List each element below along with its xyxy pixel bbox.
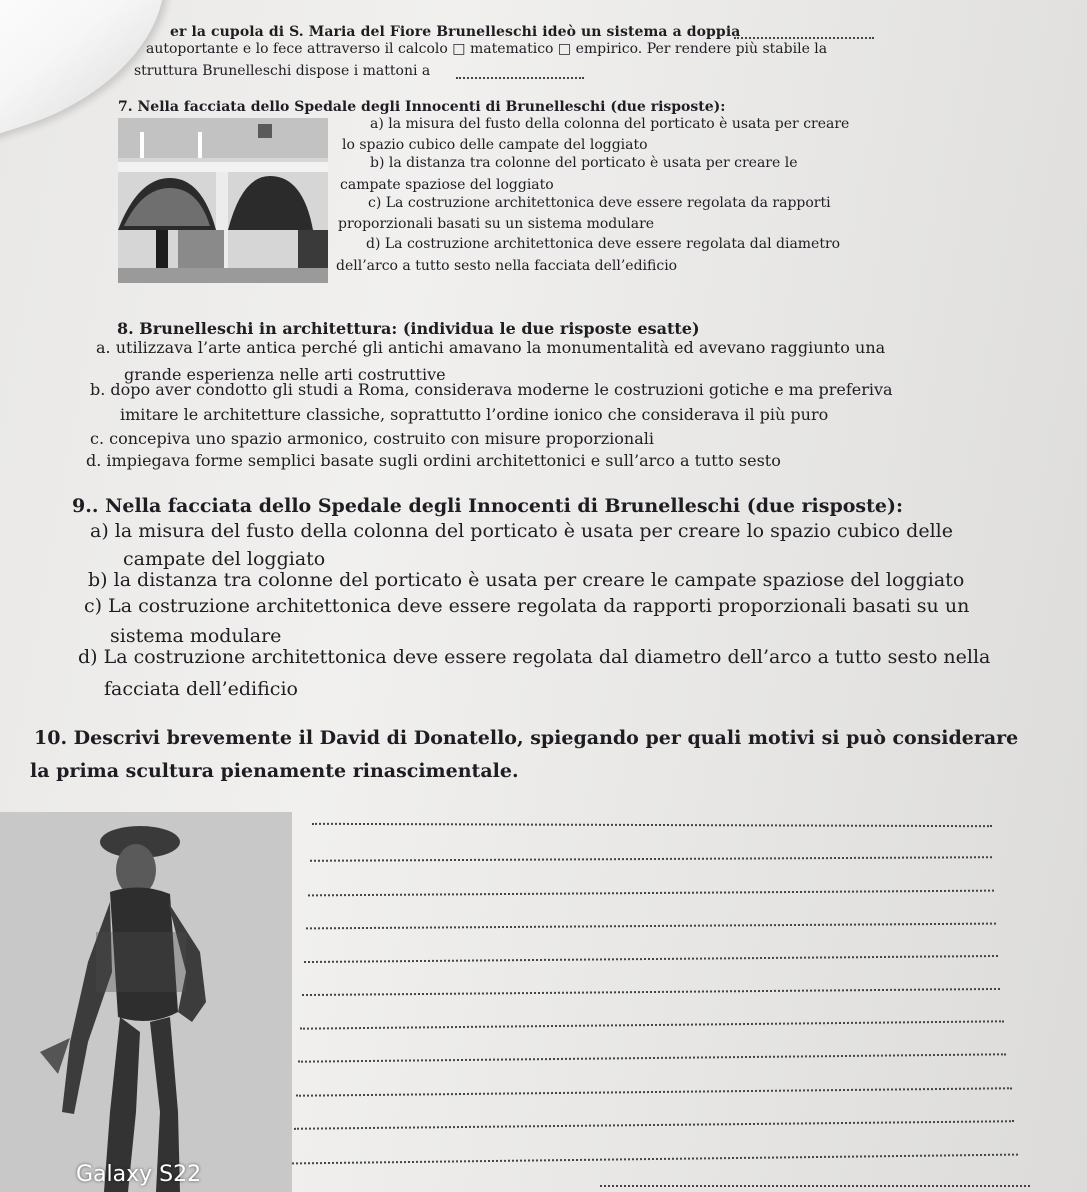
q7-option-a: a) la misura del fusto della colonna del porticato è usata per creare — [370, 116, 850, 132]
q7-title: 7. Nella facciata dello Spedale degli Innocenti di Brunelleschi (due risposte): — [118, 99, 726, 115]
answer-line-1 — [312, 823, 992, 827]
top-line-2: autoportante e lo fece attraverso il calcolo □ matematico □ empirico. Per rendere più stabile la — [146, 41, 828, 57]
q9-option-a-cont: campate del loggiato — [123, 548, 326, 570]
q7-option-c: c) La costruzione architettonica deve essere regolata da rapporti — [368, 195, 831, 211]
answer-line-5 — [304, 955, 998, 963]
spedale-innocenti-photo — [118, 118, 328, 283]
top-line-3: struttura Brunelleschi dispose i mattoni a — [134, 63, 431, 79]
q7-option-b-cont: campate spaziose del loggiato — [340, 177, 554, 193]
david-donatello-photo — [0, 812, 292, 1192]
q9-option-d-cont: facciata dell’edificio — [104, 678, 298, 700]
q7-option-d-cont: dell’arco a tutto sesto nella facciata dell’edificio — [336, 258, 678, 274]
q8-option-a-cont: grande esperienza nelle arti costruttive — [124, 365, 446, 384]
q8-option-a: a. utilizzava l’arte antica perché gli antichi amavano la monumentalità ed avevano raggiunto una — [96, 338, 886, 357]
q8-title: 8. Brunelleschi in architettura: (individua le due risposte esatte) — [117, 319, 700, 338]
q7-option-b: b) la distanza tra colonne del porticato è usata per creare le — [370, 155, 798, 171]
q9-option-c-cont: sistema modulare — [110, 625, 282, 647]
camera-watermark: Galaxy S22 — [76, 1162, 202, 1187]
q8-option-b: b. dopo aver condotto gli studi a Roma, considerava moderne le costruzioni gotiche e ma preferiva — [90, 380, 893, 399]
q10-title-line-1: 10. Descrivi brevemente il David di Donatello, spiegando per quali motivi si può considerare — [34, 727, 1019, 749]
q7-option-c-cont: proporzionali basati su un sistema modulare — [338, 216, 655, 232]
q9-option-a: a) la misura del fusto della colonna del porticato è usata per creare lo spazio cubico delle — [90, 520, 953, 542]
answer-line-top-1 — [734, 37, 874, 39]
answer-line-2 — [310, 856, 992, 862]
answer-line-3 — [308, 890, 994, 897]
top-line-1: er la cupola di S. Maria del Fiore Brunelleschi ideò un sistema a doppia — [170, 24, 741, 40]
q8-option-b-cont: imitare le architetture classiche, soprattutto l’ordine ionico che considerava il più puro — [120, 405, 829, 424]
q8-option-c: c. concepiva uno spazio armonico, costruito con misure proporzionali — [90, 429, 654, 448]
q9-option-d: d) La costruzione architettonica deve essere regolata dal diametro dell’arco a tutto sesto nella — [78, 646, 991, 668]
q9-title: 9.. Nella facciata dello Spedale degli Innocenti di Brunelleschi (due risposte): — [72, 495, 903, 517]
answer-line-top-2 — [456, 77, 584, 79]
q9-option-b: b) la distanza tra colonne del porticato è usata per creare le campate spaziose del loggiato — [88, 569, 965, 591]
answer-line-6 — [302, 988, 1000, 996]
answer-line-10 — [294, 1120, 1014, 1130]
q7-option-a-cont: lo spazio cubico delle campate del loggiato — [342, 137, 648, 153]
answer-line-12 — [600, 1185, 1030, 1187]
q7-option-d: d) La costruzione architettonica deve essere regolata dal diametro — [366, 236, 841, 252]
q10-title-line-2: la prima scultura pienamente rinascimentale. — [30, 760, 519, 782]
answer-line-4 — [306, 923, 996, 930]
answer-line-9 — [296, 1087, 1012, 1096]
answer-line-8 — [298, 1053, 1006, 1062]
answer-line-7 — [300, 1020, 1004, 1029]
q8-option-d: d. impiegava forme semplici basate sugli ordini architettonici e sull’arco a tutto sesto — [86, 451, 781, 470]
q9-option-c: c) La costruzione architettonica deve essere regolata da rapporti proporzionali basati su un — [84, 595, 970, 617]
answer-line-11 — [292, 1154, 1018, 1165]
